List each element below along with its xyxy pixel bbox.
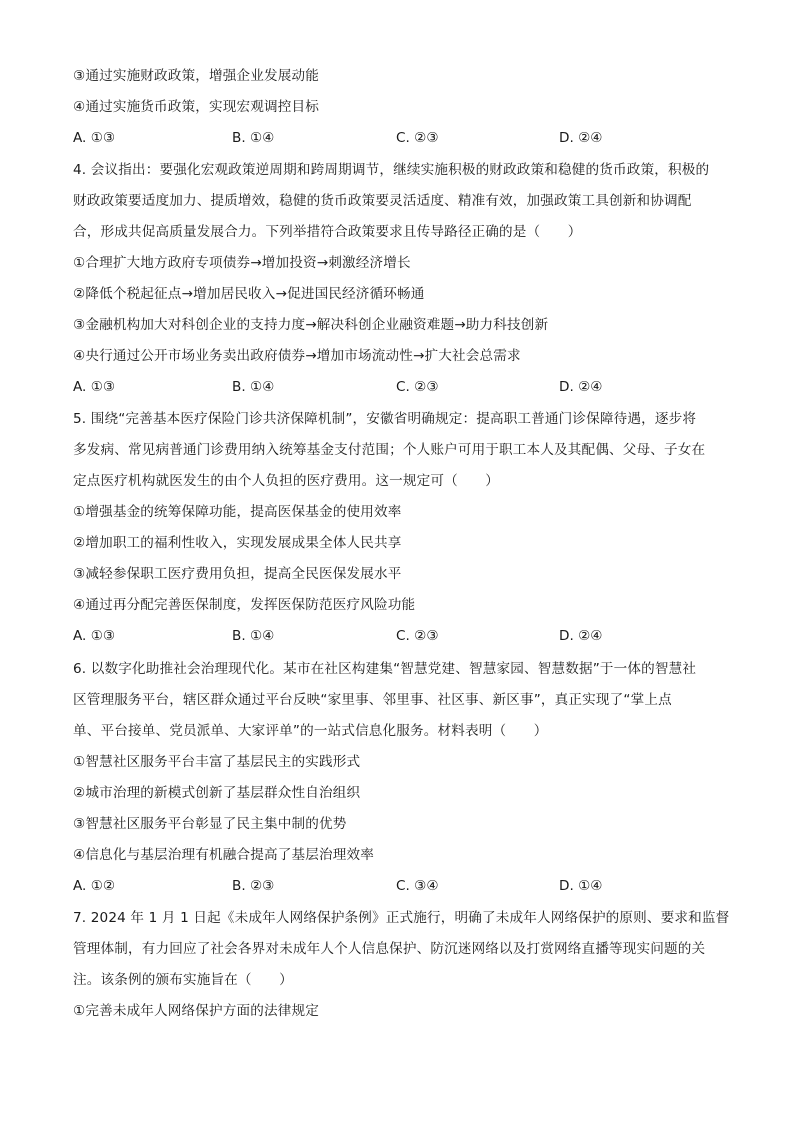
q4-statement-4: ④央行通过公开市场业务卖出政府债券→增加市场流动性→扩大社会总需求 <box>73 348 521 364</box>
q5-option-b: B. ①④ <box>232 628 275 644</box>
q5-stem-line-2: 多发病、常见病普通门诊费用纳入统筹基金支付范围；个人账户可用于职工本人及其配偶、父母、子女在 <box>73 442 706 458</box>
q5-option-d: D. ②④ <box>559 628 603 644</box>
q3-option-b: B. ①④ <box>232 130 275 146</box>
q6-options <box>73 876 733 896</box>
q7-stem-line-2: 管理体制，有力回应了社会各界对未成年人个人信息保护、防沉迷网络以及打赏网络直播等现实问题的关 <box>73 941 706 957</box>
q5-statement-3: ③减轻参保职工医疗费用负担，提高全民医保发展水平 <box>73 566 402 582</box>
q6-option-d: D. ①④ <box>559 878 603 894</box>
q4-option-d: D. ②④ <box>559 379 603 395</box>
q6-statement-1: ①智慧社区服务平台丰富了基层民主的实践形式 <box>73 754 361 770</box>
q3-option-a: A. ①③ <box>73 130 116 146</box>
q5-options <box>73 626 733 646</box>
q3-statement-3: ③通过实施财政政策，增强企业发展动能 <box>73 68 319 84</box>
q5-stem-line-3: 定点医疗机构就医发生的由个人负担的医疗费用。这一规定可（ ） <box>73 473 500 489</box>
q4-statement-1: ①合理扩大地方政府专项债券→增加投资→刺激经济增长 <box>73 255 411 271</box>
q6-stem-line-2: 区管理服务平台，辖区群众通过平台反映“家里事、邻里事、社区事、新区事”，真正实现了“掌上点 <box>73 692 672 708</box>
q6-statement-2: ②城市治理的新模式创新了基层群众性自治组织 <box>73 785 361 801</box>
q6-option-b: B. ②③ <box>232 878 275 894</box>
q4-stem-line-3: 合，形成共促高质量发展合力。下列举措符合政策要求且传导路径正确的是（ ） <box>73 224 582 240</box>
q3-option-d: D. ②④ <box>559 130 603 146</box>
q5-statement-2: ②增加职工的福利性收入，实现发展成果全体人民共享 <box>73 535 402 551</box>
q7-statement-1: ①完善未成年人网络保护方面的法律规定 <box>73 1003 319 1019</box>
q4-option-b: B. ①④ <box>232 379 275 395</box>
q3-statement-4: ④通过实施货币政策，实现宏观调控目标 <box>73 99 319 115</box>
q4-options <box>73 377 733 397</box>
q4-statement-3: ③金融机构加大对科创企业的支持力度→解决科创企业融资难题→助力科技创新 <box>73 317 549 333</box>
q3-options <box>73 128 733 148</box>
q7-stem-line-3: 注。该条例的颁布实施旨在（ ） <box>73 972 293 988</box>
q5-option-c: C. ②③ <box>396 628 439 644</box>
q5-option-a: A. ①③ <box>73 628 116 644</box>
q6-stem-line-3: 单、平台接单、党员派单、大家评单”的一站式信息化服务。材料表明（ ） <box>73 723 548 739</box>
q3-option-c: C. ②③ <box>396 130 439 146</box>
q4-option-a: A. ①③ <box>73 379 116 395</box>
q4-stem-line-1: 4. 会议指出：要强化宏观政策逆周期和跨周期调节，继续实施积极的财政政策和稳健的货币政策，积极的 <box>73 162 710 178</box>
q4-option-c: C. ②③ <box>396 379 439 395</box>
q4-stem-line-2: 财政政策要适度加力、提质增效，稳健的货币政策要灵活适度、精准有效，加强政策工具创新和协调配 <box>73 193 692 209</box>
q6-option-a: A. ①② <box>73 878 116 894</box>
q6-statement-3: ③智慧社区服务平台彰显了民主集中制的优势 <box>73 816 347 832</box>
q6-stem-line-1: 6. 以数字化助推社会治理现代化。某市在社区构建集“智慧党建、智慧家园、智慧数据”于一体的智慧社 <box>73 661 697 677</box>
q6-option-c: C. ③④ <box>396 878 439 894</box>
q6-statement-4: ④信息化与基层治理有机融合提高了基层治理效率 <box>73 847 374 863</box>
q5-stem-line-1: 5. 围绕“完善基本医疗保险门诊共济保障机制”，安徽省明确规定：提高职工普通门诊保障待遇，逐步将 <box>73 411 697 427</box>
q7-stem-line-1: 7. 2024 年 1 月 1 日起《未成年人网络保护条例》正式施行，明确了未成年人网络保护的原则、要求和监督 <box>73 910 730 926</box>
q5-statement-1: ①增强基金的统筹保障功能，提高医保基金的使用效率 <box>73 504 402 520</box>
q5-statement-4: ④通过再分配完善医保制度，发挥医保防范医疗风险功能 <box>73 597 416 613</box>
q4-statement-2: ②降低个税起征点→增加居民收入→促进国民经济循环畅通 <box>73 286 425 302</box>
